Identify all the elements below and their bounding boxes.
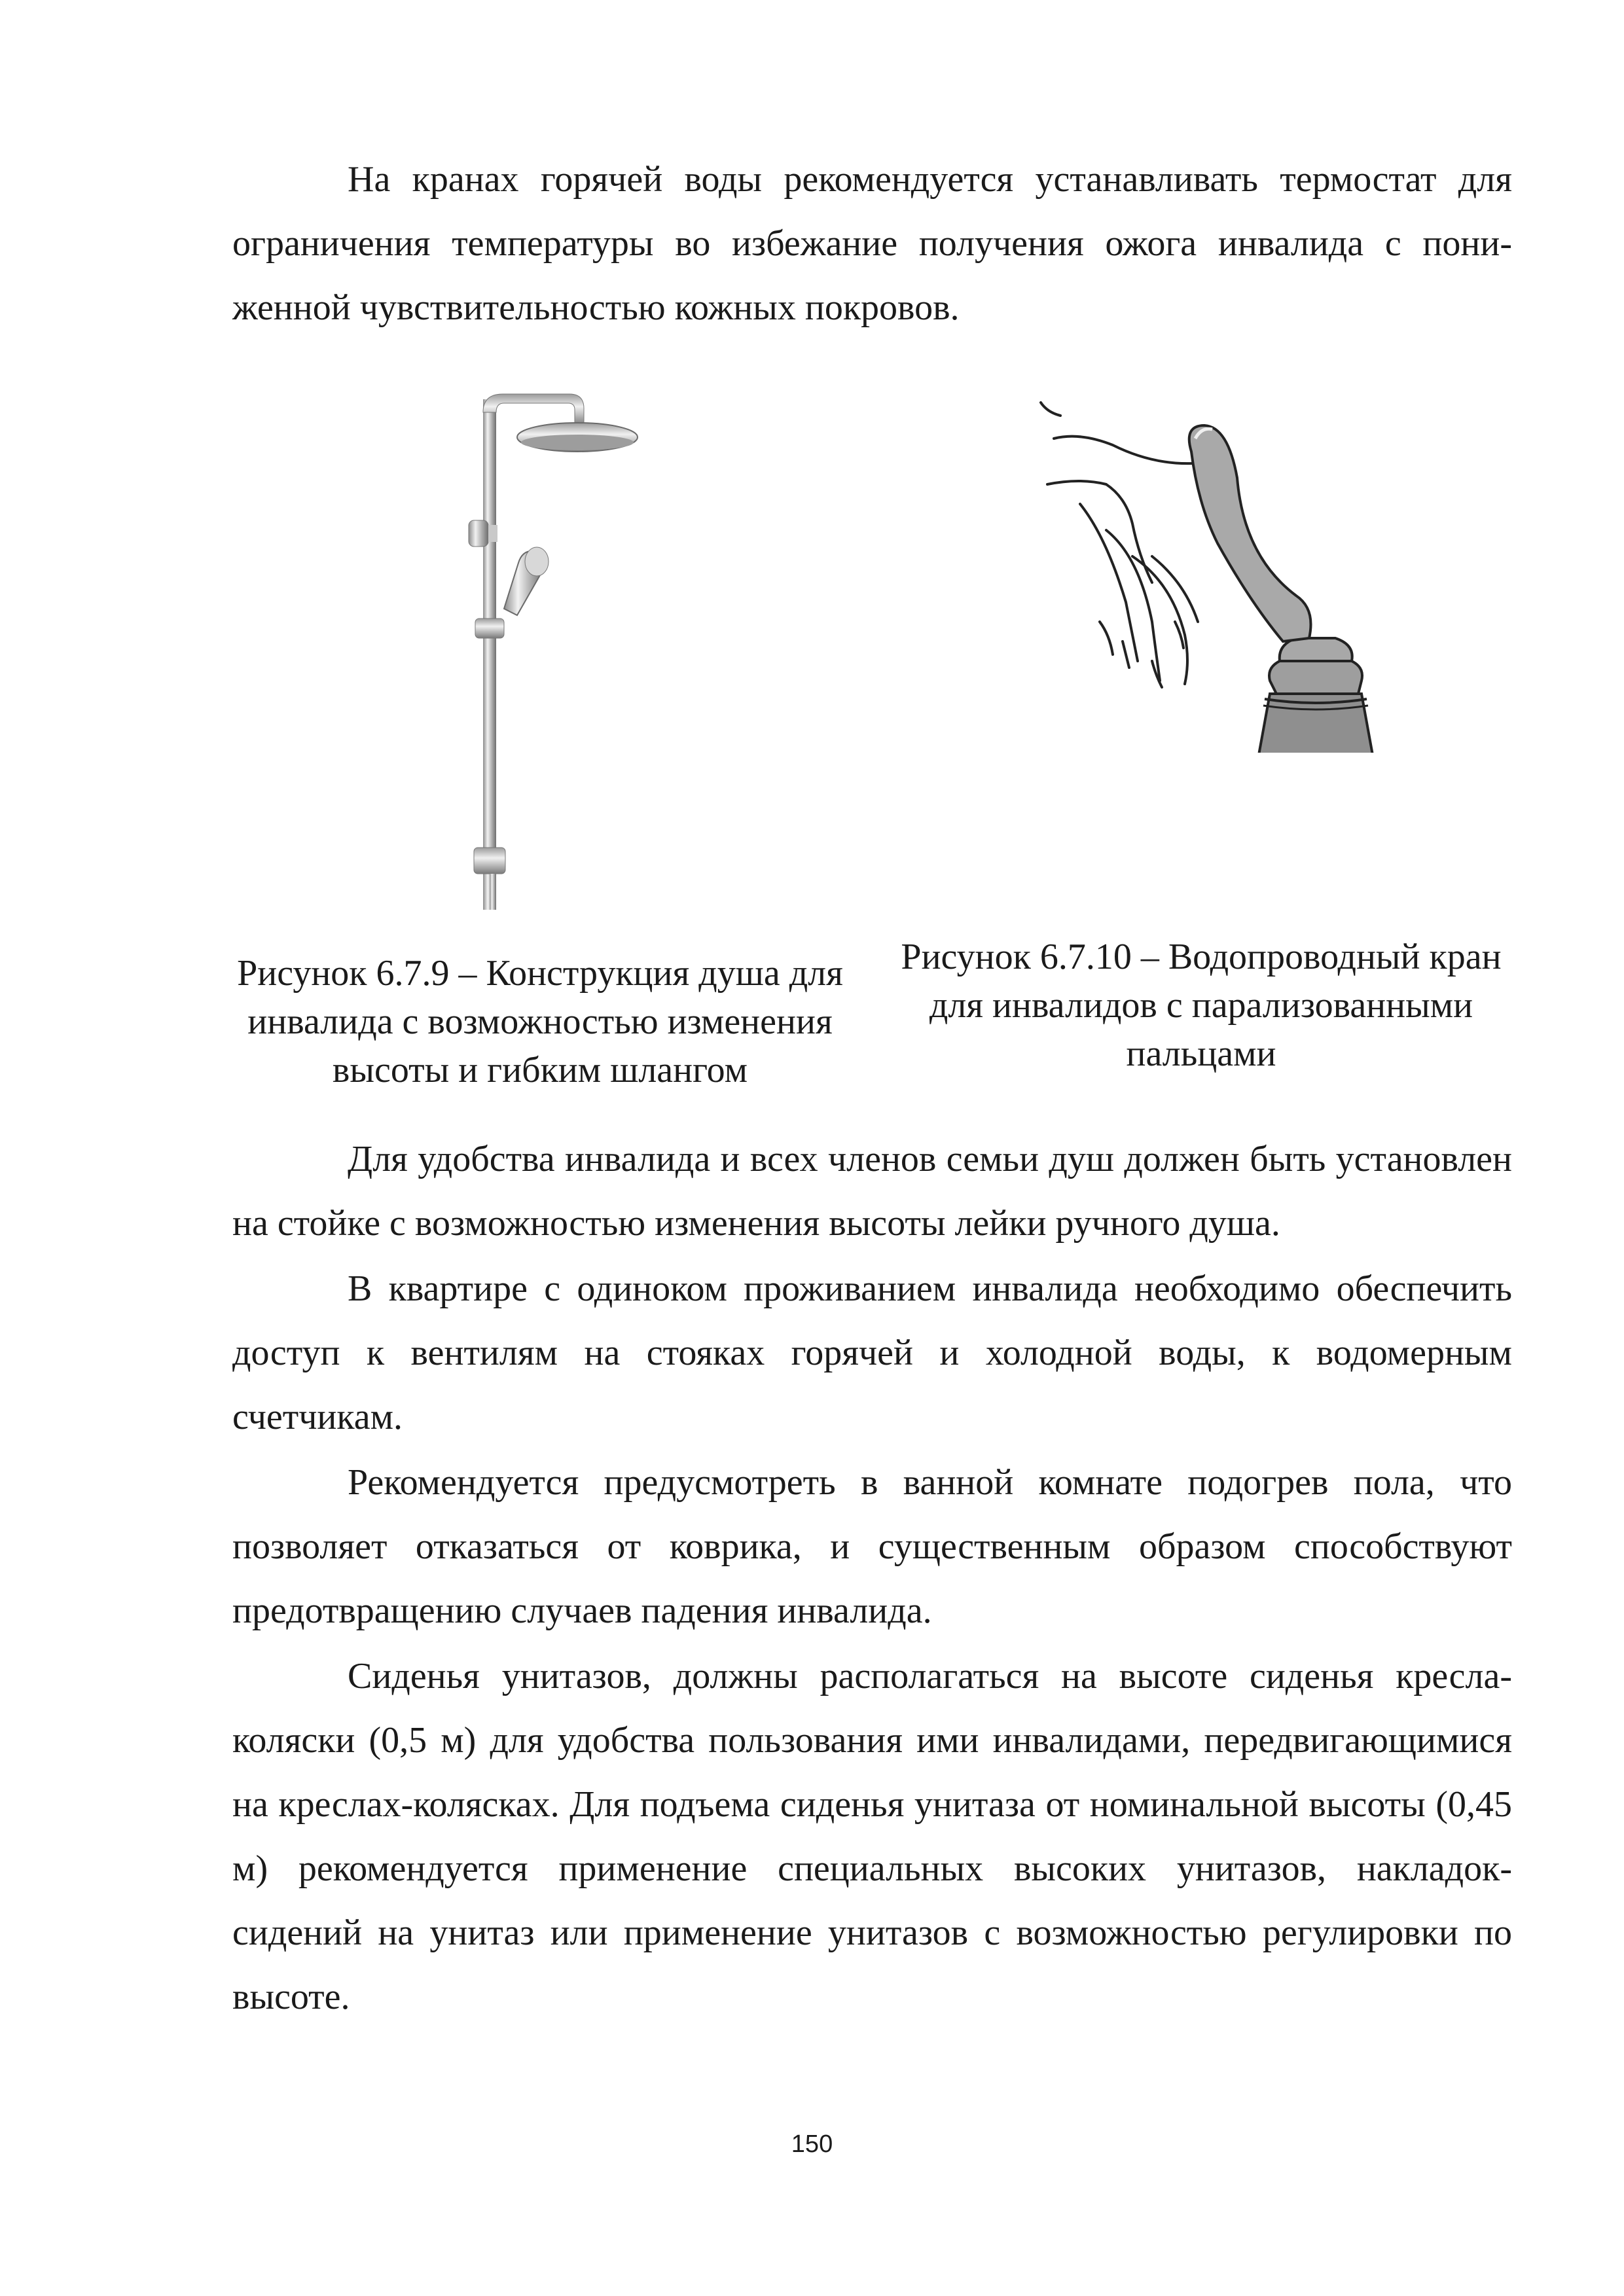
paragraph-toilet-seats: Сиденья унитазов, должны располагаться на высоте сиденья кресла-коляски (0,5 м) для удобства пользования ими инвалидами, передвигающимися на креслах-колясках. Для подъема сиденья унитаза от номинальной высоты (0,45 м) рекомендуется применение специальных высоких унитазов, накладок-сидений на унитаз или применение унитазов с возможностью регулировки по высоте. xyxy=(232,1656,1512,2017)
figure-caption-shower: Рисунок 6.7.9 – Конструкция душа для инвалида с возможностью изменения высоты и гибким шлангом xyxy=(237,953,843,1090)
mixer-fitting xyxy=(474,848,505,874)
paragraph-thermostat: На кранах горячей воды рекомендуется устанавливать термостат для ограничения температуры во избежание получения ожога инвалида с пониженной чувствительностью кожных покровов. xyxy=(232,159,1512,328)
tap-body xyxy=(1269,661,1362,694)
slider-holder xyxy=(475,619,504,638)
paragraph-shower-height: Для удобства инвалида и всех членов семьи душ должен быть установлен на стойке с возможностью изменения высоты лейки ручного душа. xyxy=(232,1139,1512,1244)
shower-pole xyxy=(483,399,496,910)
lever-tap-illustration xyxy=(1021,386,1375,753)
hand-drawing xyxy=(1041,403,1198,687)
figure-caption-tap: Рисунок 6.7.10 – Водопроводный кран для инвалидов с парализованными пальцами xyxy=(901,937,1502,1074)
tap-lever xyxy=(1189,425,1311,641)
page-number: 150 xyxy=(791,2130,833,2158)
paragraph-valves-access: В квартире с одиноком проживанием инвалида необходимо обеспечить доступ к вентилям на стояках горячей и холодной воды, к водомерным счетчикам. xyxy=(232,1268,1512,1437)
paragraph-floor-heating: Рекомендуется предусмотреть в ванной комнате подогрев пола, что позволяет отказаться от коврика, и существенным образом способствуют предотвращению случаев падения инвалида. xyxy=(232,1462,1512,1631)
shower-arm xyxy=(483,394,584,425)
shower-column-illustration xyxy=(406,386,681,920)
wall-bracket xyxy=(469,520,488,547)
